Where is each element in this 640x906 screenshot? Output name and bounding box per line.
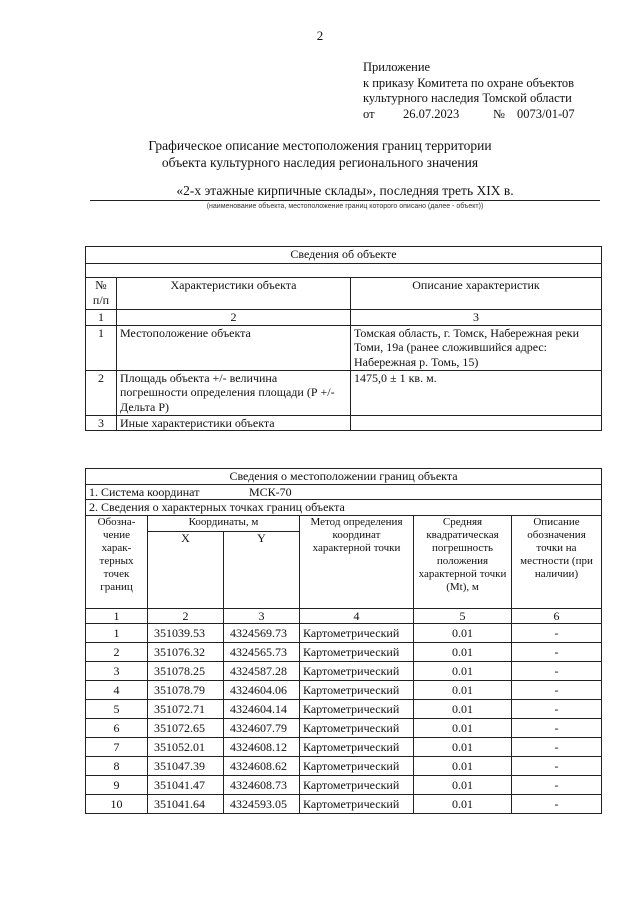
error: 0.01 xyxy=(414,795,512,814)
table-row xyxy=(86,643,602,662)
error: 0.01 xyxy=(414,643,512,662)
table-row xyxy=(86,370,602,415)
error: 0.01 xyxy=(414,662,512,681)
object-caption: (наименование объекта, местоположение границ которого описано (далее - объект)) xyxy=(206,203,484,210)
appendix-from-label: от xyxy=(363,106,375,121)
point-number: 10 xyxy=(86,795,148,814)
method: Картометрический xyxy=(300,681,414,700)
table-title-row xyxy=(86,247,602,264)
error: 0.01 xyxy=(414,700,512,719)
error: 0.01 xyxy=(414,738,512,757)
boundary-table-title: Сведения о местоположении границ объекта xyxy=(86,469,602,485)
object-name: «2-х этажные кирпичные склады», последняя треть XIX в. xyxy=(176,183,514,198)
method: Картометрический xyxy=(300,700,414,719)
table-row xyxy=(86,325,602,370)
document-title-line-2: объекта культурного наследия регионального значения xyxy=(161,155,479,170)
header-point: Обозна-чение харак-терных точек границ xyxy=(86,515,148,608)
spacer-cell xyxy=(86,264,602,278)
document-title xyxy=(0,137,640,171)
table-row xyxy=(86,719,602,738)
coord-x: 351041.47 xyxy=(148,776,224,795)
points-body xyxy=(86,624,602,814)
coord-y: 4324604.06 xyxy=(224,681,300,700)
table-row xyxy=(86,738,602,757)
document-title-line-1: Графическое описание местоположения границ территории xyxy=(148,138,492,153)
coord-x: 351078.25 xyxy=(148,662,224,681)
page-number: 2 xyxy=(316,28,324,43)
table-row xyxy=(86,415,602,431)
appendix-line-2: культурного наследия Томской области xyxy=(363,91,572,105)
header-x: X xyxy=(148,531,224,608)
point-description: - xyxy=(512,738,602,757)
table-header-row xyxy=(86,515,602,531)
section-2-title: 2. Сведения о характерных точках границ объекта xyxy=(86,500,602,516)
table-index-row xyxy=(86,310,602,326)
error: 0.01 xyxy=(414,624,512,643)
coord-system-label: 1. Система координат xyxy=(89,484,200,499)
index-cell: 5 xyxy=(414,608,512,624)
table-row xyxy=(86,776,602,795)
method: Картометрический xyxy=(300,643,414,662)
point-number: 3 xyxy=(86,662,148,681)
table-row xyxy=(86,795,602,814)
object-info-title: Сведения об объекте xyxy=(86,247,602,264)
point-description: - xyxy=(512,795,602,814)
index-cell: 1 xyxy=(86,608,148,624)
coord-y: 4324587.28 xyxy=(224,662,300,681)
point-description: - xyxy=(512,624,602,643)
error: 0.01 xyxy=(414,719,512,738)
point-number: 7 xyxy=(86,738,148,757)
error: 0.01 xyxy=(414,757,512,776)
header-characteristics: Характеристики объекта xyxy=(117,278,351,310)
error: 0.01 xyxy=(414,776,512,795)
section-row xyxy=(86,500,602,516)
error: 0.01 xyxy=(414,681,512,700)
coord-x: 351052.01 xyxy=(148,738,224,757)
header-description: Описание обозначения точки на местности (при наличии) xyxy=(512,515,602,608)
appendix-line-1: к приказу Комитета по охране объектов xyxy=(363,75,575,90)
row-no: 1 xyxy=(86,325,117,370)
table-row xyxy=(86,662,602,681)
index-cell: 3 xyxy=(224,608,300,624)
index-cell: 1 xyxy=(86,310,117,326)
point-description: - xyxy=(512,757,602,776)
index-cell: 4 xyxy=(300,608,414,624)
table-spacer-row xyxy=(86,264,602,278)
appendix-date-line xyxy=(363,107,575,123)
point-description: - xyxy=(512,681,602,700)
appendix-date: 26.07.2023 xyxy=(403,106,460,121)
appendix-number: 0073/01-07 xyxy=(517,106,575,121)
coord-y: 4324565.73 xyxy=(224,643,300,662)
coord-x: 351076.32 xyxy=(148,643,224,662)
coord-system-cell xyxy=(86,484,602,500)
table-header-row xyxy=(86,278,602,310)
table-index-row xyxy=(86,608,602,624)
coord-system-value: МСК-70 xyxy=(249,484,292,499)
coord-y: 4324604.14 xyxy=(224,700,300,719)
coord-x: 351078.79 xyxy=(148,681,224,700)
point-number: 9 xyxy=(86,776,148,795)
index-cell: 3 xyxy=(351,310,602,326)
point-description: - xyxy=(512,700,602,719)
row-no: 3 xyxy=(86,415,117,431)
coord-y: 4324608.73 xyxy=(224,776,300,795)
appendix-title: Приложение xyxy=(363,60,431,74)
row-characteristic: Местоположение объекта xyxy=(117,325,351,370)
method: Картометрический xyxy=(300,719,414,738)
point-number: 1 xyxy=(86,624,148,643)
row-description: 1475,0 ± 1 кв. м. xyxy=(351,370,602,415)
boundary-points-table xyxy=(85,468,602,814)
coord-x: 351072.65 xyxy=(148,719,224,738)
point-number: 4 xyxy=(86,681,148,700)
appendix-number-label: № xyxy=(493,106,505,121)
method: Картометрический xyxy=(300,795,414,814)
point-description: - xyxy=(512,662,602,681)
point-number: 6 xyxy=(86,719,148,738)
table-title-row xyxy=(86,469,602,485)
table-row xyxy=(86,757,602,776)
coord-x: 351072.71 xyxy=(148,700,224,719)
table-row xyxy=(86,700,602,719)
coord-x: 351041.64 xyxy=(148,795,224,814)
point-number: 5 xyxy=(86,700,148,719)
method: Картометрический xyxy=(300,624,414,643)
point-description: - xyxy=(512,643,602,662)
method: Картометрический xyxy=(300,757,414,776)
method: Картометрический xyxy=(300,776,414,795)
header-coords: Координаты, м xyxy=(148,515,300,531)
coord-y: 4324608.62 xyxy=(224,757,300,776)
index-cell: 6 xyxy=(512,608,602,624)
point-description: - xyxy=(512,719,602,738)
header-description: Описание характеристик xyxy=(351,278,602,310)
coord-x: 351047.39 xyxy=(148,757,224,776)
object-name-underline xyxy=(90,200,600,201)
method: Картометрический xyxy=(300,662,414,681)
coord-y: 4324608.12 xyxy=(224,738,300,757)
header-error: Средняя квадратическая погрешность положения характерной точки (Mt), м xyxy=(414,515,512,608)
coord-x: 351039.53 xyxy=(148,624,224,643)
table-row xyxy=(86,624,602,643)
header-y: Y xyxy=(224,531,300,608)
index-cell: 2 xyxy=(117,310,351,326)
point-number: 2 xyxy=(86,643,148,662)
point-number: 8 xyxy=(86,757,148,776)
row-description xyxy=(351,415,602,431)
row-description: Томская область, г. Томск, Набережная реки Томи, 19а (ранее сложившийся адрес: Набережная р. Томь, 15) xyxy=(351,325,602,370)
coord-y: 4324593.05 xyxy=(224,795,300,814)
index-cell: 2 xyxy=(148,608,224,624)
object-info-table xyxy=(85,246,602,431)
header-method: Метод определения координат характерной точки xyxy=(300,515,414,608)
row-no: 2 xyxy=(86,370,117,415)
method: Картометрический xyxy=(300,738,414,757)
appendix-block xyxy=(363,60,575,122)
row-characteristic: Площадь объекта +/- величина погрешности определения площади (Р +/- Дельта Р) xyxy=(117,370,351,415)
header-no: № п/п xyxy=(86,278,117,310)
coord-y: 4324607.79 xyxy=(224,719,300,738)
point-description: - xyxy=(512,776,602,795)
table-row xyxy=(86,681,602,700)
coord-y: 4324569.73 xyxy=(224,624,300,643)
row-characteristic: Иные характеристики объекта xyxy=(117,415,351,431)
coord-system-row xyxy=(86,484,602,500)
